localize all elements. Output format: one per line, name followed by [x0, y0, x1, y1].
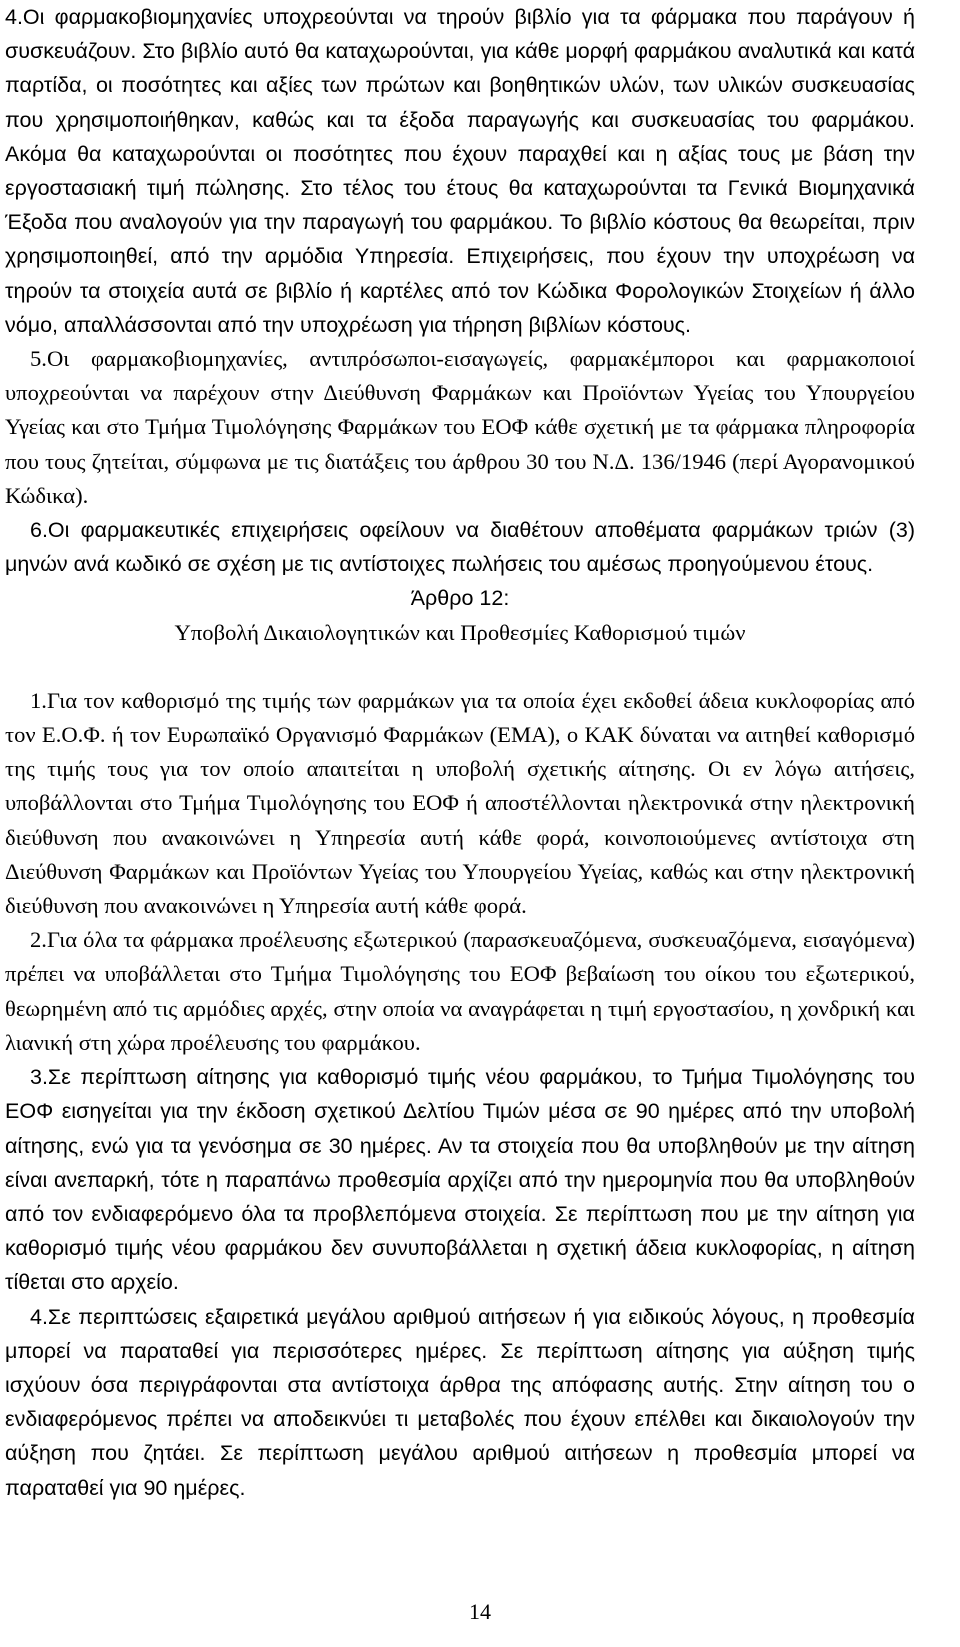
article-paragraph-4: 4.Σε περιπτώσεις εξαιρετικά μεγάλου αριθμού αιτήσεων ή για ειδικούς λόγους, η προθεσμία μπορεί να παραταθεί για περισσότερες ημέρες. Σε περίπτωση αίτησης για αύξηση τιμής ισχύουν όσα περιγράφονται στα αντίστοιχα άρθρα της απόφασης αυτής. Στην αίτηση του ο ενδιαφερόμενος πρέπει να αποδεικνύει τι μεταβολές που έχουν επέλθει και δικαιολογούν την αύξηση που ζητάει. Σε περίπτωση μεγάλου αριθμού αιτήσεων η προθεσμία μπορεί να παραταθεί για 90 ημέρες. — [5, 1304, 915, 1500]
page-number: 14 — [469, 1599, 491, 1624]
spacer — [5, 650, 915, 684]
paragraph-5: 5.Οι φαρμακοβιομηχανίες, αντιπρόσωποι-εισαγωγείς, φαρμακέμποροι και φαρμακοποιοί υποχρεούνται να παρέχουν στην Διεύθυνση Φαρμάκων και Προϊόντων Υγείας του Υπουργείου Υγείας και στο Τμήμα Τιμολόγησης Φαρμάκων του ΕΟΦ κάθε σχετική με τα φάρμακα πληροφορία που τους ζητείται, σύμφωνα με τις διατάξεις του άρθρου 30 του Ν.Δ. 136/1946 (περί Αγορανομικού Κώδικα). — [5, 346, 915, 508]
document-page — [5, 0, 915, 1505]
article-paragraph-2: 2.Για όλα τα φάρμακα προέλευσης εξωτερικού (παρασκευαζόμενα, συσκευαζόμενα, εισαγόμενα) πρέπει να υποβάλλεται στο Τμήμα Τιμολόγησης του ΕΟΦ βεβαίωση του οίκου του εξωτερικού, θεωρημένη από τις αρμόδιες αρχές, στην οποία να αναγράφεται η τιμή εργοστασίου, η χονδρική και λιανική στη χώρα προέλευσης του φαρμάκου. — [5, 927, 915, 1055]
article-title: Υποβολή Δικαιολογητικών και Προθεσμίες Καθορισμού τιμών — [174, 619, 746, 645]
article-number: Άρθρο 12: — [410, 586, 510, 611]
paragraph-6: 6.Οι φαρμακευτικές επιχειρήσεις οφείλουν να διαθέτουν αποθέματα φαρμάκων τριών (3) μηνών ανά κωδικό σε σχέση με τις αντίστοιχες πωλήσεις του αμέσως προηγούμενου έτους. — [5, 518, 915, 577]
article-paragraph-3: 3.Σε περίπτωση αίτησης για καθορισμό τιμής νέου φαρμάκου, το Τμήμα Τιμολόγησης του ΕΟΦ εισηγείται για την έκδοση σχετικού Δελτίου Τιμών μέσα σε 90 ημέρες από την υποβολή αίτησης, ενώ για τα γενόσημα σε 30 ημέρες. Αν τα στοιχεία που θα υποβληθούν με την αίτηση είναι ανεπαρκή, τότε η παραπάνω προθεσμία αρχίζει από την ημερομηνία που θα υποβληθούν από τον ενδιαφερόμενο όλα τα προβλεπόμενα στοιχεία. Σε περίπτωση που με την αίτηση για καθορισμό τιμής νέου φαρμάκου δεν συνυποβάλλεται η σχετική άδεια κυκλοφορίας, η αίτηση τίθεται στο αρχείο. — [5, 1065, 915, 1295]
paragraph-4: 4.Οι φαρμακοβιομηχανίες υποχρεούνται να τηρούν βιβλίο για τα φάρμακα που παράγουν ή συσκευάζουν. Στο βιβλίο αυτό θα καταχωρούνται, για κάθε μορφή φαρμάκου αναλυτικά και κατά παρτίδα, οι ποσότητες και αξίες των πρώτων και βοηθητικών υλών, των υλικών συσκευασίας που χρησιμοποιήθηκαν, καθώς και τα έξοδα παραγωγής και συσκευασίας του φαρμάκου. Ακόμα θα καταχωρούνται οι ποσότητες που έχουν παραχθεί και η αξίας τους με βάση την εργοστασιακή τιμή πώλησης. Στο τέλος του έτους θα καταχωρούνται τα Γενικά Βιομηχανικά Έξοδα που αναλογούν για την παραγωγή του φαρμάκου. Το βιβλίο κόστους θα θεωρείται, πριν χρησιμοποιηθεί, από την αρμόδια Υπηρεσία. Επιχειρήσεις, που έχουν την υποχρέωση να τηρούν τα στοιχεία αυτά σε βιβλίο ή καρτέλες από τον Κώδικα Φορολογικών Στοιχείων ή άλλο νόμο, απαλλάσσονται από την υποχρέωση για τήρηση βιβλίων κόστους. — [5, 5, 915, 337]
article-paragraph-1: 1.Για τον καθορισμό της τιμής των φαρμάκων για τα οποία έχει εκδοθεί άδεια κυκλοφορίας από τον Ε.Ο.Φ. ή τον Ευρωπαϊκό Οργανισμό Φαρμάκων (ΕΜΑ), ο ΚΑΚ δύναται να αιτηθεί καθορισμό της τιμής τους για τον οποίο απαιτείται η υποβολή σχετικής αίτησης. Οι εν λόγω αιτήσεις, υποβάλλονται στο Τμήμα Τιμολόγησης του ΕΟΦ ή αποστέλλονται ηλεκτρονικά στην ηλεκτρονική διεύθυνση που ανακοινώνει η Υπηρεσία αυτή κάθε φορά, κοινοποιούμενες αντίστοιχα στη Διεύθυνση Φαρμάκων και Προϊόντων Υγείας του Υπουργείου Υγείας, καθώς και στην ηλεκτρονική διεύθυνση που ανακοινώνει η Υπηρεσία αυτή κάθε φορά. — [5, 687, 915, 919]
